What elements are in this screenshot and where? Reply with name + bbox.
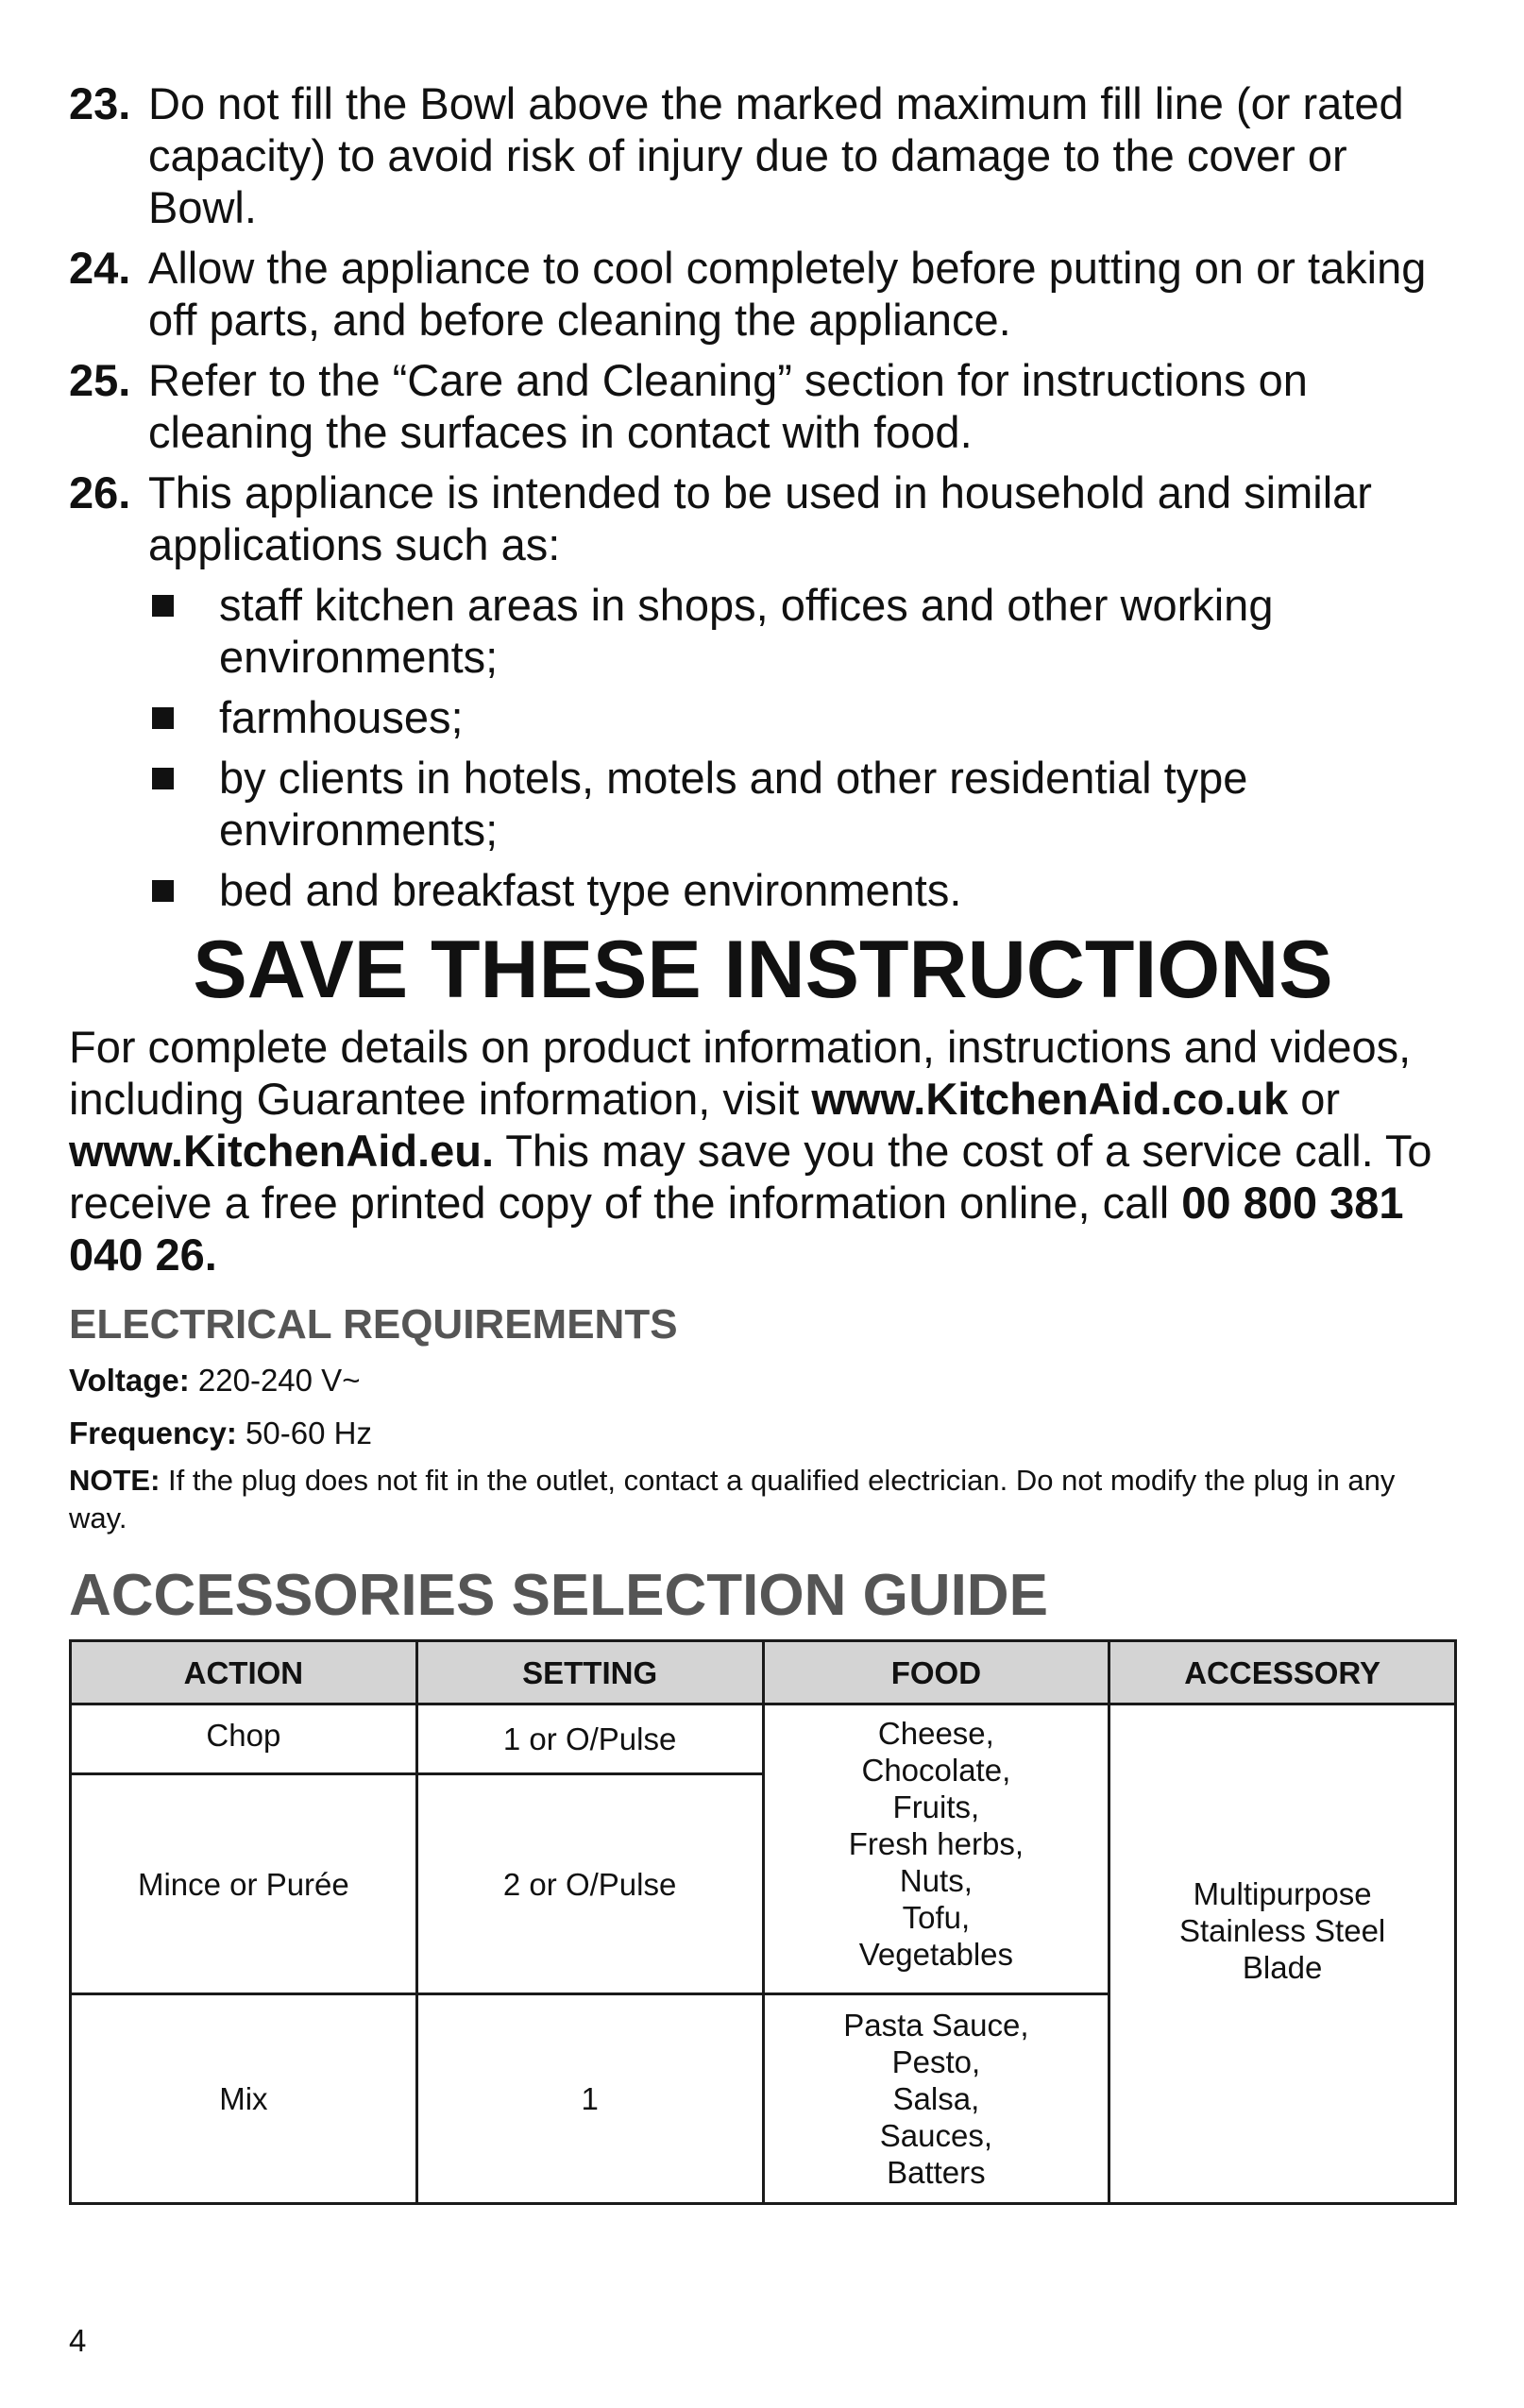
- bullet-text: staff kitchen areas in shops, offices and other working environments;: [219, 580, 1274, 682]
- food-item: Nuts,: [899, 1863, 973, 1898]
- list-item: [148, 579, 1457, 683]
- food-item: Pesto,: [891, 2044, 981, 2079]
- item-text: This appliance is intended to be used in household and similar applications such as:: [148, 467, 1372, 569]
- accessory-line: Stainless Steel: [1178, 1912, 1386, 1948]
- accessories-table: [69, 1639, 1457, 2205]
- website-link-uk[interactable]: www.KitchenAid.co.uk: [811, 1074, 1289, 1124]
- list-item: [148, 864, 1457, 916]
- usage-bullet-list: [148, 579, 1457, 916]
- frequency-label: Frequency:: [69, 1416, 237, 1450]
- table-header-row: [71, 1641, 1456, 1704]
- food-item: Batters: [887, 2155, 986, 2190]
- frequency-spec: [69, 1415, 1457, 1452]
- setting-cell: 2 or O/Pulse: [416, 1774, 763, 1994]
- manual-page: [69, 77, 1457, 2205]
- item-number: 26.: [69, 467, 131, 517]
- phone-number: 00 800 381 040 26.: [69, 1178, 1404, 1280]
- header-action: ACTION: [71, 1641, 417, 1704]
- action-cell: Chop: [71, 1704, 417, 1774]
- note-text: If the plug does not fit in the outlet, contact a qualified electrician. Do not modify the plug in any way.: [69, 1464, 1396, 1535]
- table-row: [71, 1704, 1456, 1774]
- setting-cell: 1: [416, 1994, 763, 2204]
- save-instructions-title: SAVE THESE INSTRUCTIONS: [193, 924, 1333, 1015]
- accessory-cell: [1109, 1704, 1456, 2204]
- accessory-line: Multipurpose: [1193, 1875, 1372, 1911]
- food-item: Chocolate,: [861, 1753, 1011, 1788]
- setting-cell: 1 or O/Pulse: [416, 1704, 763, 1774]
- action-cell: Mince or Purée: [71, 1774, 417, 1994]
- food-item: Fresh herbs,: [848, 1826, 1024, 1861]
- product-info-paragraph: [69, 1021, 1457, 1280]
- square-bullet-icon: [152, 595, 174, 617]
- info-text-1: For complete details on product information, instructions and videos, including Guarantee information, visit: [69, 1022, 1412, 1124]
- food-item: Salsa,: [892, 2081, 980, 2116]
- list-item: [148, 752, 1457, 856]
- header-accessory: ACCESSORY: [1109, 1641, 1456, 1704]
- item-number: 25.: [69, 355, 131, 405]
- item-text: Refer to the “Care and Cleaning” section for instructions on cleaning the surfaces in contact with food.: [148, 355, 1308, 457]
- food-item: Pasta Sauce,: [843, 2008, 1029, 2043]
- food-item: Vegetables: [858, 1937, 1014, 1972]
- voltage-label: Voltage:: [69, 1363, 190, 1398]
- voltage-value: 220-240 V~: [189, 1363, 361, 1398]
- header-food: FOOD: [763, 1641, 1109, 1704]
- info-or: or: [1288, 1074, 1341, 1124]
- list-item: [148, 691, 1457, 743]
- website-link-eu[interactable]: www.KitchenAid.eu.: [69, 1126, 495, 1176]
- safety-item-25: [69, 354, 1457, 458]
- item-text: Do not fill the Bowl above the marked maximum fill line (or rated capacity) to avoid risk of injury due to damage to the cover or Bowl.: [148, 78, 1404, 232]
- frequency-value: 50-60 Hz: [236, 1416, 372, 1450]
- square-bullet-icon: [152, 707, 174, 729]
- bullet-text: farmhouses;: [219, 692, 464, 742]
- item-number: 23.: [69, 78, 131, 128]
- safety-item-24: [69, 242, 1457, 346]
- action-cell: Mix: [71, 1994, 417, 2204]
- header-setting: SETTING: [416, 1641, 763, 1704]
- food-cell: [763, 1994, 1109, 2204]
- square-bullet-icon: [152, 880, 174, 902]
- item-number: 24.: [69, 243, 131, 293]
- note-label: NOTE:: [69, 1464, 161, 1497]
- item-text: Allow the appliance to cool completely before putting on or taking off parts, and before cleaning the appliance.: [148, 243, 1427, 345]
- voltage-spec: [69, 1362, 1457, 1399]
- bullet-text: by clients in hotels, motels and other residential type environments;: [219, 753, 1248, 855]
- food-cell: [763, 1704, 1109, 1994]
- accessories-guide-heading: ACCESSORIES SELECTION GUIDE: [69, 1563, 1048, 1628]
- page-number: 4: [69, 2323, 87, 2358]
- accessory-line: Blade: [1242, 1949, 1323, 1985]
- electrical-requirements-heading: ELECTRICAL REQUIREMENTS: [69, 1301, 678, 1348]
- food-item: Tofu,: [902, 1900, 971, 1935]
- plug-note: [69, 1462, 1457, 1537]
- safety-item-26: [69, 466, 1457, 916]
- safety-list: [69, 77, 1457, 916]
- square-bullet-icon: [152, 768, 174, 789]
- info-text-2: This may save you the cost of a service call. To receive a free printed copy of the information online, call: [69, 1126, 1432, 1228]
- food-item: Sauces,: [879, 2118, 992, 2153]
- safety-item-23: [69, 77, 1457, 233]
- food-item: Cheese,: [877, 1716, 994, 1751]
- food-item: Fruits,: [892, 1789, 980, 1824]
- bullet-text: bed and breakfast type environments.: [219, 865, 962, 915]
